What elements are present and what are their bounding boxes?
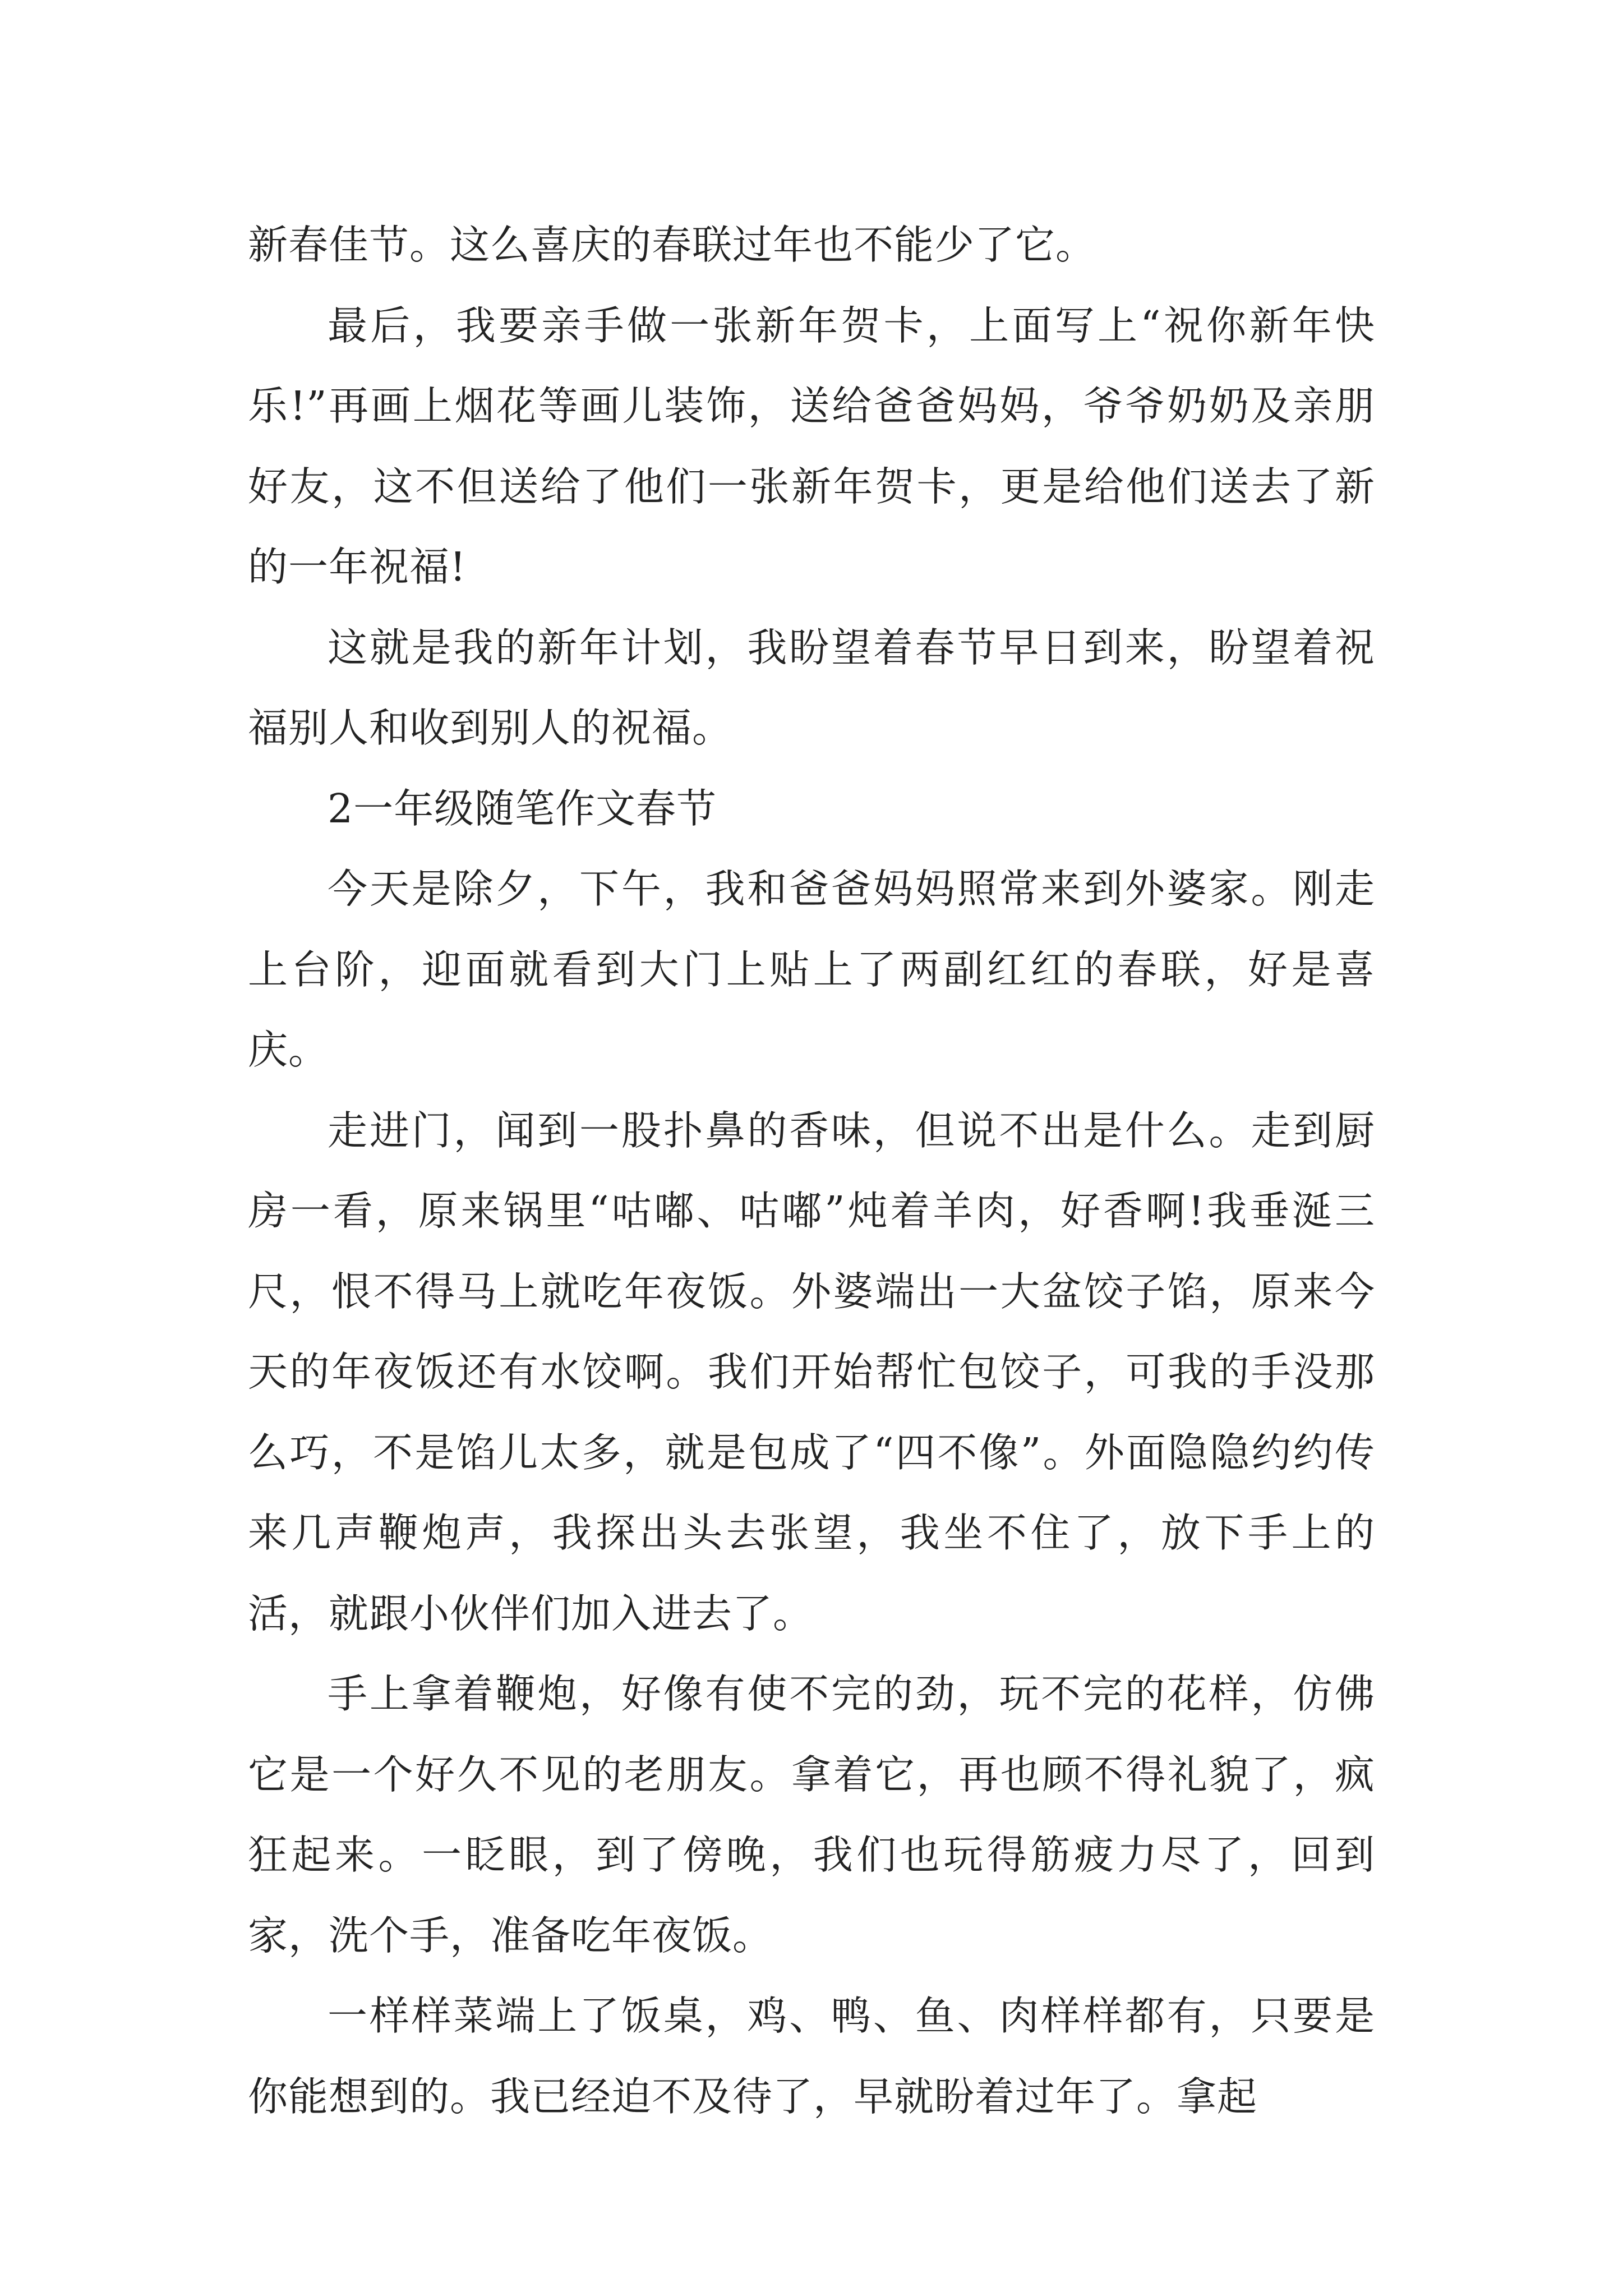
paragraph-greeting-card: 最后，我要亲手做一张新年贺卡，上面写上“祝你新年快乐!”再画上烟花等画儿装饰，送给爸爸妈妈，爷爷奶奶及亲朋好友，这不但送给了他们一张新年贺卡，更是给他们送去了新的一年祝福! xyxy=(248,302,1375,590)
paragraph-kitchen: 走进门，闻到一股扑鼻的香味，但说不出是什么。走到厨房一看，原来锅里“咕嘟、咕嘟”炖着羊肉，好香啊!我垂涎三尺，恨不得马上就吃年夜饭。外婆端出一大盆饺子馅，原来今天的年夜饭还有水饺啊。我们开始帮忙包饺子，可我的手没那么巧，不是馅儿太多，就是包成了“四不像”。外面隐隐约约传来几声鞭炮声，我探出头去张望，我坐不住了，放下手上的活，就跟小伙伴们加入进去了。 xyxy=(248,1107,1375,1637)
paragraph-firecrackers: 手上拿着鞭炮，好像有使不完的劲，玩不完的花样，仿佛它是一个好久不见的老朋友。拿着它，再也顾不得礼貌了，疯狂起来。一眨眼，到了傍晚，我们也玩得筋疲力尽了，回到家，洗个手，准备吃年夜饭。 xyxy=(248,1671,1375,1959)
section-heading: 2一年级随笔作文春节 xyxy=(328,785,717,832)
paragraph-dinner: 一样样菜端上了饭桌，鸡、鸭、鱼、肉样样都有，只要是你能想到的。我已经迫不及待了，早就盼着过年了。拿起 xyxy=(248,1993,1375,2120)
paragraph-new-years-eve: 今天是除夕，下午，我和爸爸妈妈照常来到外婆家。刚走上台阶，迎面就看到大门上贴上了两副红红的春联，好是喜庆。 xyxy=(248,866,1375,1073)
document-body xyxy=(248,205,1375,2137)
paragraph-continuation: 新春佳节。这么喜庆的春联过年也不能少了它。 xyxy=(248,222,1096,268)
paragraph-new-year-plan: 这就是我的新年计划，我盼望着春节早日到来，盼望着祝福别人和收到别人的祝福。 xyxy=(248,624,1375,751)
